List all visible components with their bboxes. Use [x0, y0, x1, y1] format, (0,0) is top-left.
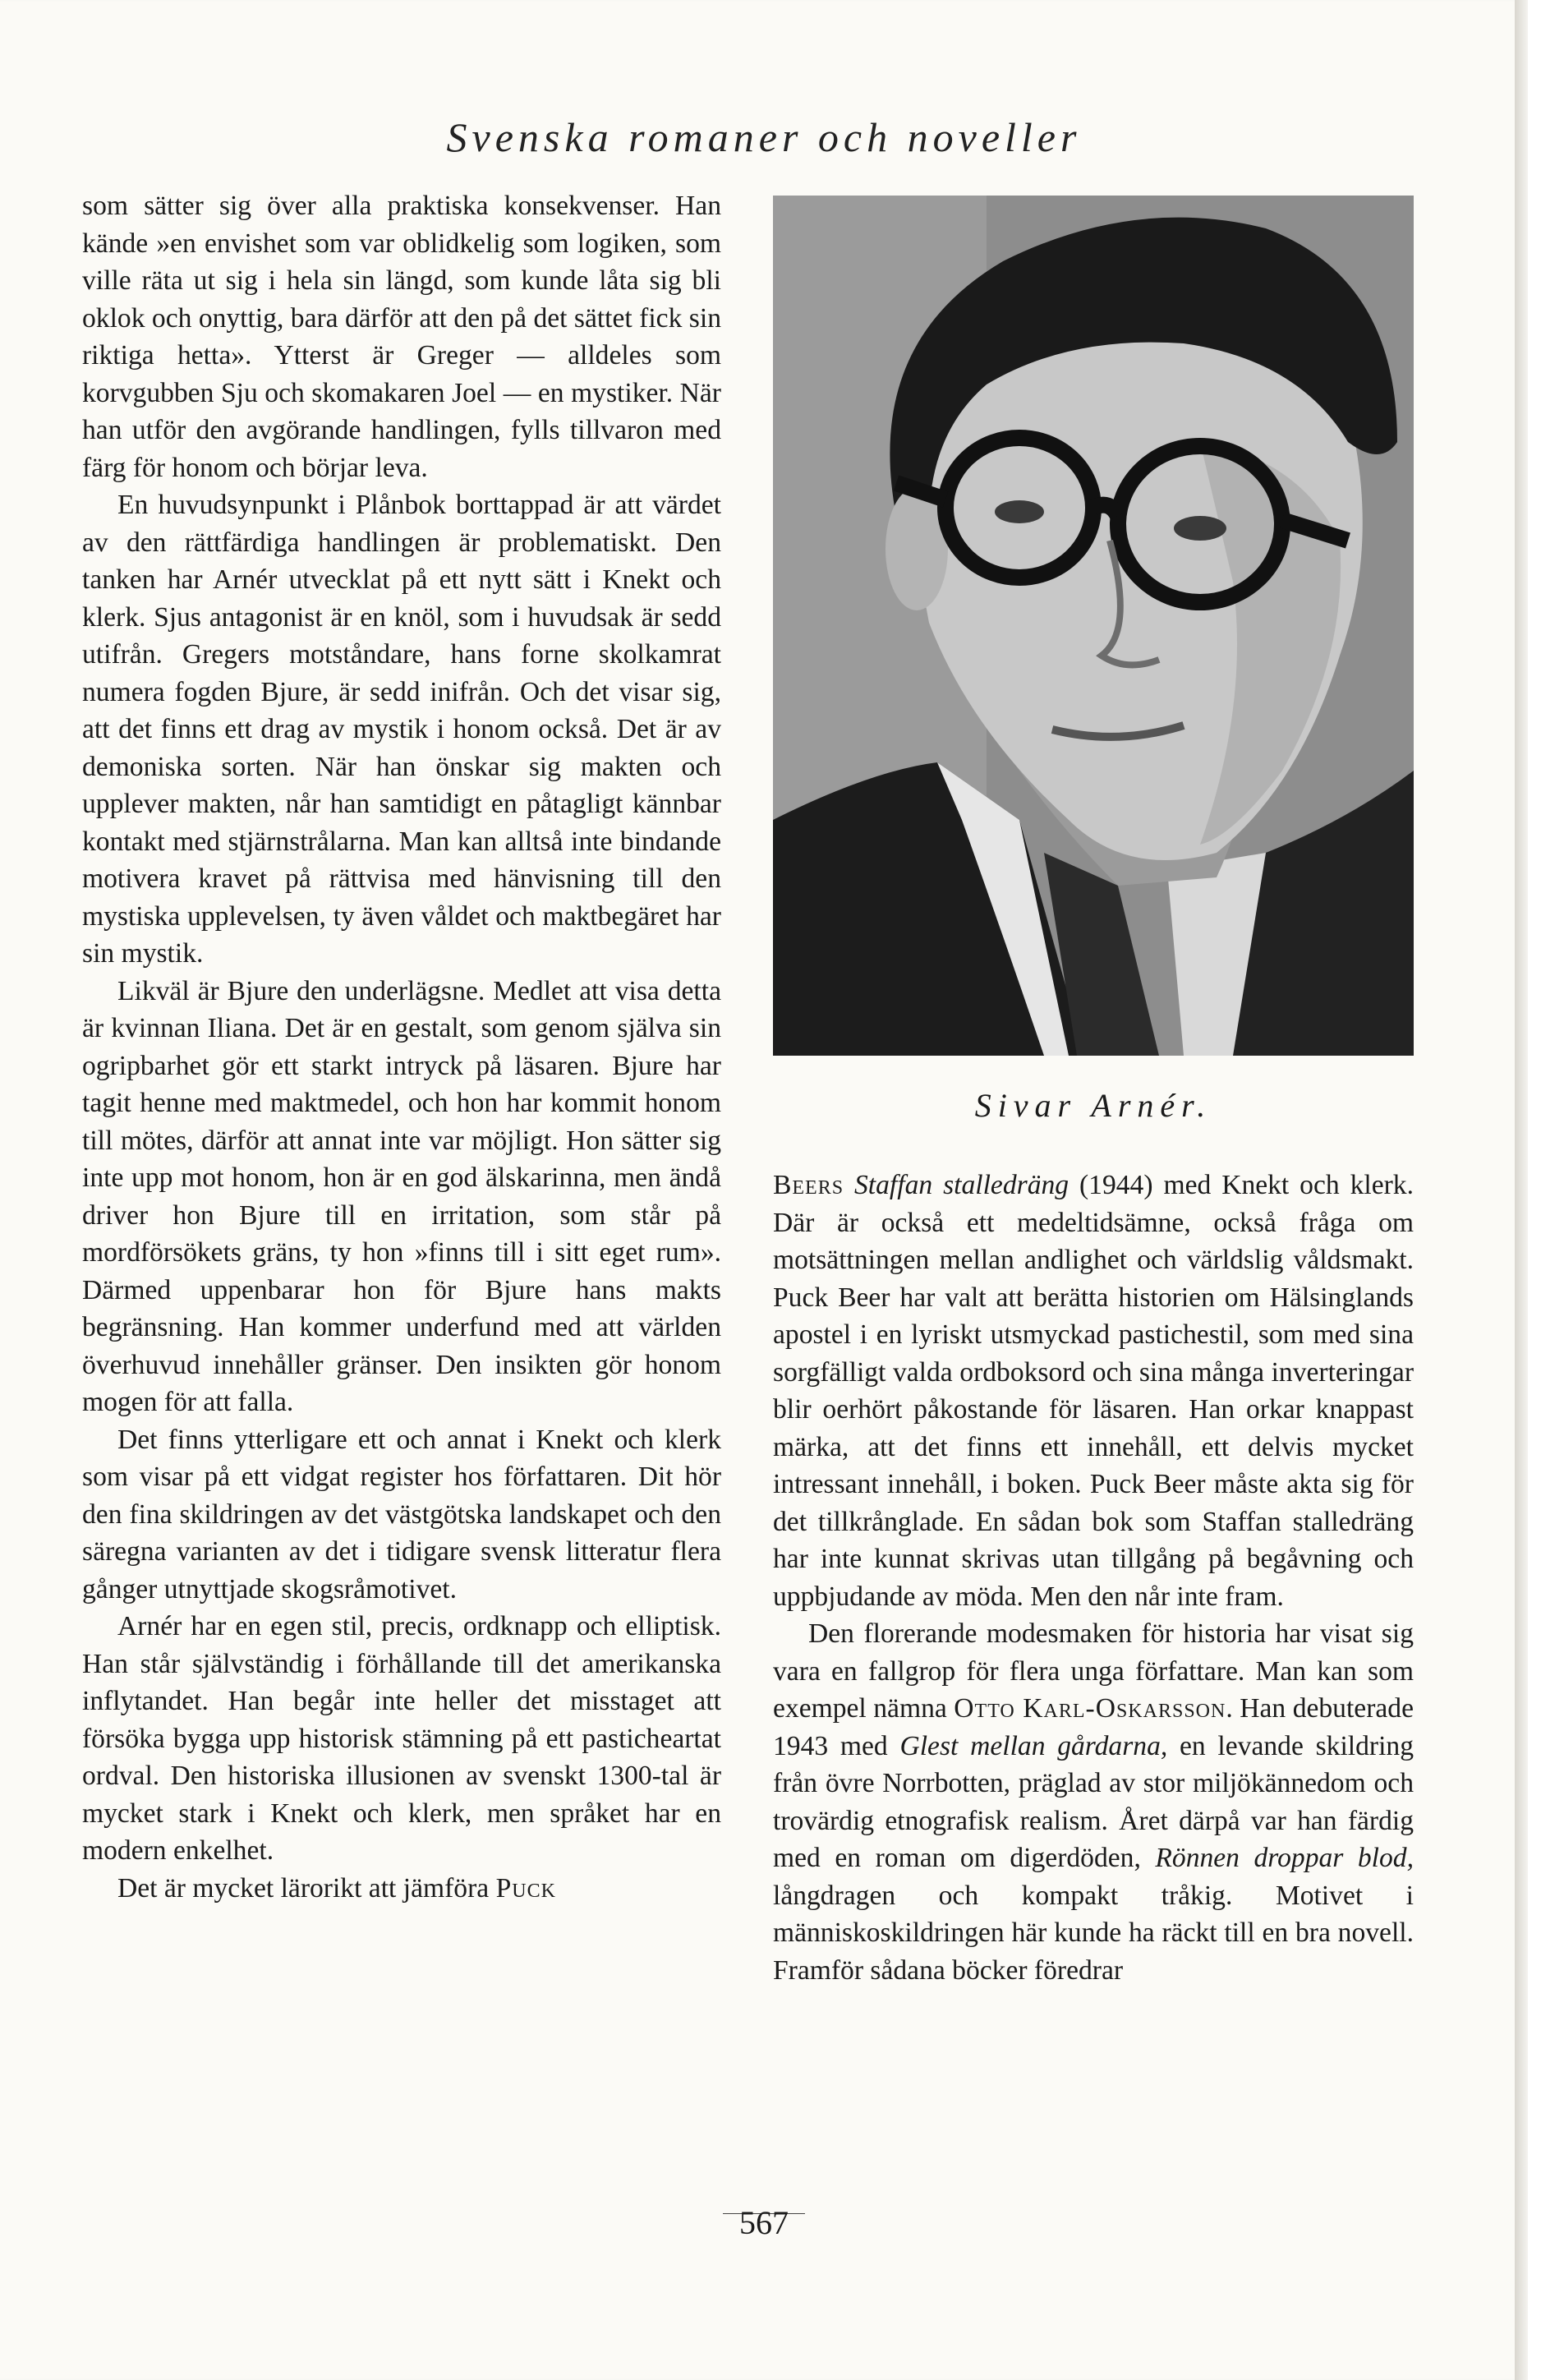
- paragraph-text: Den florerande modesmaken för historia har visat sig vara en fallgrop för flera unga författare. Man kan som exempel nämna: [773, 1618, 1414, 1724]
- paragraph: [773, 1167, 1414, 1615]
- author-portrait: [773, 196, 1414, 1056]
- page-edge-shadow: [1515, 0, 1528, 2380]
- author-name-small-caps: Beers: [773, 1170, 844, 1200]
- paragraph: Det finns ytterligare ett och annat i Knekt och klerk som visar på ett vidgat register hos författaren. Dit hör den fina skildringen av det västgötska landskapet och den säregna varianten av det i tidigare svensk litteratur flera gånger utnyttjade skogsråmotivet.: [82, 1424, 721, 1604]
- paragraph-last: [82, 1870, 721, 1908]
- author-name-small-caps: Otto Karl-Oskarsson: [954, 1693, 1226, 1724]
- page-number: 567: [739, 2204, 789, 2241]
- author-name-small-caps: Puck: [495, 1872, 556, 1904]
- running-header: Svenska romaner och noveller: [446, 114, 1082, 160]
- paragraph: Arnér har en egen stil, precis, ordknapp och elliptisk. Han står självständig i förhållande till det amerikanska inflytandet. Han begår inte heller det misstaget att försöka bygga upp historisk stämning på ett pasticheartat ordval. Den historiska illusionen av svenskt 1300-tal är mycket stark i Knekt och klerk, men språket har en modern enkelhet.: [82, 1611, 721, 1866]
- portrait-caption: Sivar Arnér.: [974, 1087, 1212, 1124]
- paragraph-text: (1944) med Knekt och klerk. Där är också ett medeltidsämne, också fråga om motsättningen mellan andlighet och världslig våldsmakt. Puck Beer har valt att berätta historien om Hälsinglands apostel i en lyriskt utsmyckad pastichestil, som med sina sorgfälligt valda ordboksord och sina många inverteringar blir oerhört påkostande för läsaren. Han orkar knappast märka, att det finns ett innehåll, ett delvis mycket intressant innehåll, i boken. Puck Beer måste akta sig för det tillkrånglade. En sådan bok som Staffan stalledräng har inte kunnat skrivas utan tillgång på begåvning och uppbjudande av möda. Men den når inte fram.: [773, 1170, 1414, 1612]
- paragraph-text: långdragen och kompakt tråkig. Motivet i människoskildringen här kunde ha räckt till en bra novell. Framför sådana böcker föredrar: [773, 1880, 1414, 1986]
- left-column: [82, 187, 721, 1907]
- paragraph-text: . Han debuterade 1943 med: [773, 1693, 1414, 1761]
- paragraph: som sätter sig över alla praktiska konsekvenser. Han kände »en envishet som var oblidkelig som logiken, som ville räta ut sig i hela sin längd, som kunde låta sig bli oklok och onyttig, bara därför att den på det sättet fick sin riktiga hetta». Ytterst är Greger — alldeles som korvgubben Sju och skomakaren Joel — en mystiker. När han utför den avgörande handlingen, fylls tillvaron med färg för honom och börjar leva.: [82, 191, 721, 483]
- book-title: Glest mellan gårdarna,: [899, 1730, 1168, 1761]
- book-title: Staffan stalledräng: [854, 1170, 1070, 1200]
- portrait-illustration: [773, 196, 1414, 1056]
- right-column: [773, 1167, 1414, 1989]
- book-title: Rönnen droppar blod,: [1155, 1843, 1414, 1873]
- paragraph: [773, 1615, 1414, 1989]
- paragraph: En huvudsynpunkt i Plånbok borttappad är att värdet av den rättfärdiga handlingen är problematiskt. Den tanken har Arnér utvecklat på ett nytt sätt i Knekt och klerk. Sjus antagonist är en knöl, som i huvudsak är sedd utifrån. Gregers motståndare, hans forne skolkamrat numera fogden Bjure, är sedd inifrån. Och det visar sig, att det finns ett drag av mystik i honom också. Det är av demoniska sorten. När han önskar sig makten och upplever makten, når han samtidigt en påtagligt kännbar kontakt med stjärnstrålarna. Man kan alltså inte bindande motivera kravet på rättvisa med hänvisning till den mystiska upplevelsen, ty även våldet och maktbegäret har sin mystik.: [82, 490, 721, 969]
- paragraph-text: en levande skildring från övre Norrbotten, präglad av stor miljökännedom och trovärdig etnografisk realism. Året därpå var han färdig med en roman om digerdöden,: [773, 1730, 1414, 1873]
- paragraph: Likväl är Bjure den underlägsne. Medlet att visa detta är kvinnan Iliana. Det är en gestalt, som genom själva sin ogripbarhet gör ett starkt intryck på läsaren. Bjure har tagit henne med maktmedel, och hon har kommit honom till mötes, därför att annat inte var möjligt. Hon sätter sig inte upp mot honom, hon är en god älskarinna, men ändå driver hon Bjure till en irritation, som står på mordförsökets gräns, ty hon »finns till i sitt eget rum». Därmed uppenbarar hon för Bjure hans makts begränsning. Han kommer underfund med att världen överhuvud innehåller gränser. Den insikten gör honom mogen för att falla.: [82, 975, 721, 1417]
- paragraph-text: Det är mycket lärorikt att jämföra: [117, 1872, 490, 1904]
